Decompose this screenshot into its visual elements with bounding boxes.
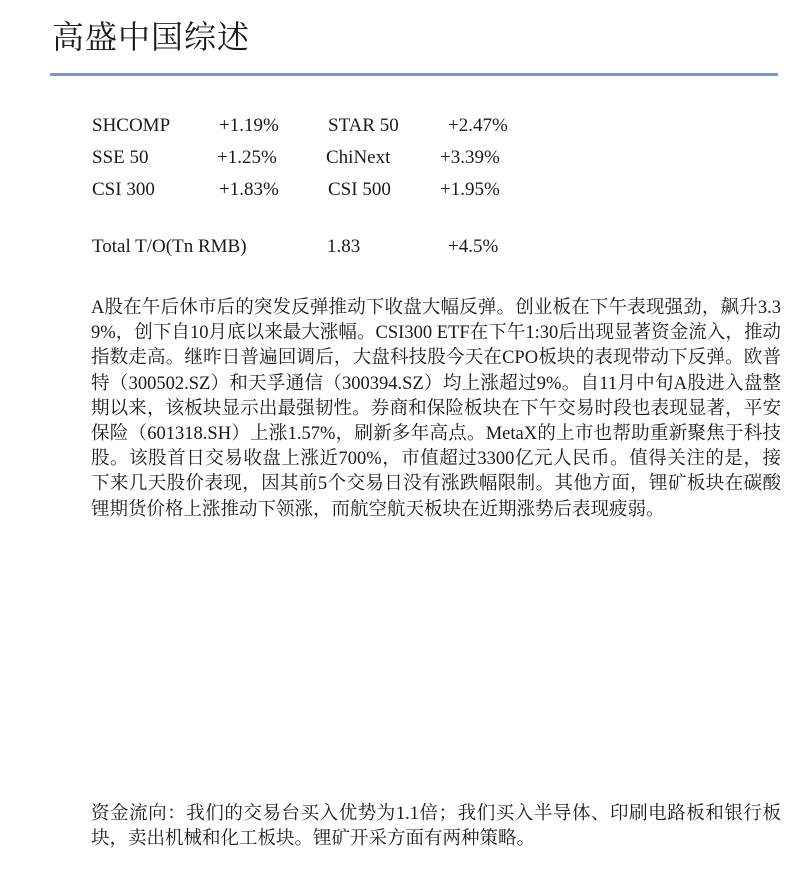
index-change: +3.39% xyxy=(440,147,500,168)
turnover-value: 1.83 xyxy=(327,236,361,257)
index-name: CSI 500 xyxy=(328,179,391,200)
market-summary-paragraph: A股在午后休市后的突发反弹推动下收盘大幅反弹。创业板在下午表现强劲，飙升3.39%，创下自10月底以来最大涨幅。CSI300 ETF在下午1:30后出现显著资金流入，推动指数走高。继昨日普遍回调后，大盘科技股今天在CPO板块的表现带动下反弹。欧普特（300502.SZ）和天孚通信（300394.SZ）均上涨超过9%。自11月中旬A股进入盘整期以来，该板块显示出最强韧性。券商和保险板块在下午交易时段也表现显著，平安保险（601318.SH）上涨1.57%，刷新多年高点。MetaX的上市也帮助重新聚焦于科技股。该股首日交易收盘上涨近700%，市值超过3300亿元人民币。值得关注的是，接下来几天股价表现，因其前5个交易日没有涨跌幅限制。其他方面，锂矿板块在碳酸锂期货价格上涨推动下领涨，而航空航天板块在近期涨势后表现疲弱。 xyxy=(91,298,781,520)
index-change: +1.95% xyxy=(440,179,500,200)
index-name: SSE 50 xyxy=(92,147,149,168)
index-name: ChiNext xyxy=(326,147,391,168)
index-change: +2.47% xyxy=(448,115,508,136)
page-title: 高盛中国综述 xyxy=(52,18,251,56)
index-name: SHCOMP xyxy=(92,115,171,136)
flow-summary-paragraph: 资金流向：我们的交易台买入优势为1.1倍；我们买入半导体、印刷电路板和银行板块，卖出机械和化工板块。锂矿开采方面有两种策略。 xyxy=(91,804,781,850)
title-divider xyxy=(50,73,778,76)
index-change: +1.25% xyxy=(217,147,277,168)
index-name: CSI 300 xyxy=(92,179,155,200)
index-name: STAR 50 xyxy=(328,115,399,136)
turnover-label: Total T/O(Tn RMB) xyxy=(92,236,247,257)
index-change: +1.83% xyxy=(219,179,279,200)
index-change: +1.19% xyxy=(219,115,279,136)
turnover-change: +4.5% xyxy=(448,236,499,257)
